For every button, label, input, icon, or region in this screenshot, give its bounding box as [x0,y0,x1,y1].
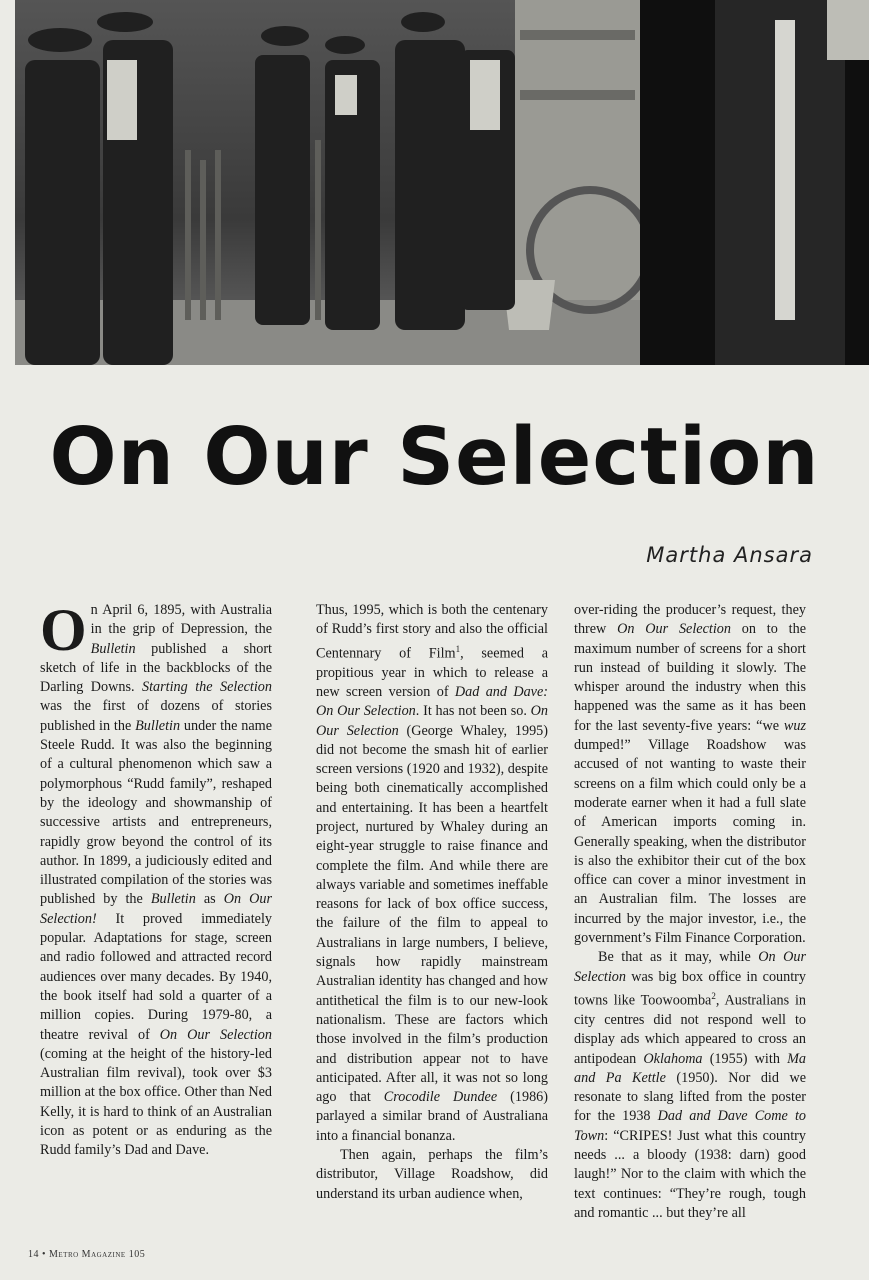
paragraph: Then again, perhaps the film’s distributor, Village Roadshow, did understand its urban audience when, [316,1147,548,1202]
drop-cap: O [40,597,87,663]
magazine-name: Metro Magazine [49,1249,126,1260]
article-column-1 [40,597,272,1161]
footnote-ref: 2 [711,990,716,1001]
footer-separator: • [42,1249,47,1260]
article-column-3 [574,601,806,1223]
issue-number: 105 [128,1249,146,1260]
film-still-photo [15,0,869,365]
article-title: On Our Selection [49,411,820,503]
film-still-illustration [15,0,869,365]
page-footer [28,1249,145,1260]
paragraph: Thus, 1995, which is both the centenary of Rudd’s first story and also the official Centennary of Film$^1$, seemed a propitious year in which to release a new screen version of Dad and Dave: On Our Selection. It has not been so. On Our Selection (George Whaley, 1995) did not become the smash hit of earlier screen versions (1920 and 1932), despite being both cinematically accomplished and entertaining. It has been a heartfelt project, nurtured by Whaley during an eight-year struggle to raise finance and complete the film. And while there are always variable and sometimes ineffable reasons for lack of box office success, the failure of the film to appeal to Australians in large numbers, I believe, signals how rapidly mainstream Australian identity has changed and how antithetical the film is to our new-look nationalism. These are factors which those involved in the film’s production and distribution appear not to have anticipated. After all, it was not so long ago that Crocodile Dundee (1986) parlayed a similar brand of Australiana into a financial bonanza. [316,602,549,1144]
page-number: 14 [28,1249,39,1260]
paragraph: over-riding the producer’s request, they threw On Our Selection on to the maximum number of screens for a short run instead of building it slowly. The whisper around the industry when this happened was the same as it has been for the last seventy-five years: “we wuz dumped!” Village Roadshow was accused of not wanting to waste their screens on a film which could only be a moderate earner when it had a full slate of American imports coming in. Generally speaking, when the distributor is also the exhibitor their cut of the box office can cover a minor investment in an Australian film. The losses are incurred by the major investor, i.e., the government’s Film Finance Corporation. [574,602,806,947]
paragraph: Be that as it may, while On Our Selection was big box office in country towns like Toowoomba$^2$, Australians in city centres did not respond well to display ads which appeared to cross an antipodean Oklahoma (1955) with Ma and Pa Kettle (1950). Nor did we resonate to slang lifted from the poster for the 1938 Dad and Dave Come to Town: “CRIPES! Just what this country needs ... a bloody (1938: darn) good laugh!” Nor to the claim with which the text continues: “They’re rough, tough and romantic ... but they’re all [574,949,806,1221]
paragraph: On April 6, 1895, with Australia in the grip of Depression, the Bulletin published a short sketch of life in the backblocks of the Darling Downs. Starting the Selection was the first of dozens of stories published in the Bulletin under the name Steele Rudd. It was also the beginning of a cultural phenomenon which saw a polymorphous “Rudd family”, reshaped by the ideology and showmanship of successive artists and entrepreneurs, rapidly grow beyond the control of its author. In 1899, a judiciously edited and illustrated compilation of the stories was published by the Bulletin as On Our Selection! It proved immediately popular. Adaptations for stage, screen and radio followed and attracted record audiences over many decades. By 1940, the book itself had sold a quarter of a million copies. During 1979-80, a theatre revival of On Our Selection (coming at the height of the history-led Australian film revival), took over $3 million at the box office. Other than Ned Kelly, it is hard to think of an Australian icon as potent or as enduring as the Rudd family’s Dad and Dave. [40,597,272,1159]
author-byline: Martha Ansara [646,543,813,567]
footnote-ref: 1 [455,643,461,654]
article-column-2 [316,601,548,1204]
